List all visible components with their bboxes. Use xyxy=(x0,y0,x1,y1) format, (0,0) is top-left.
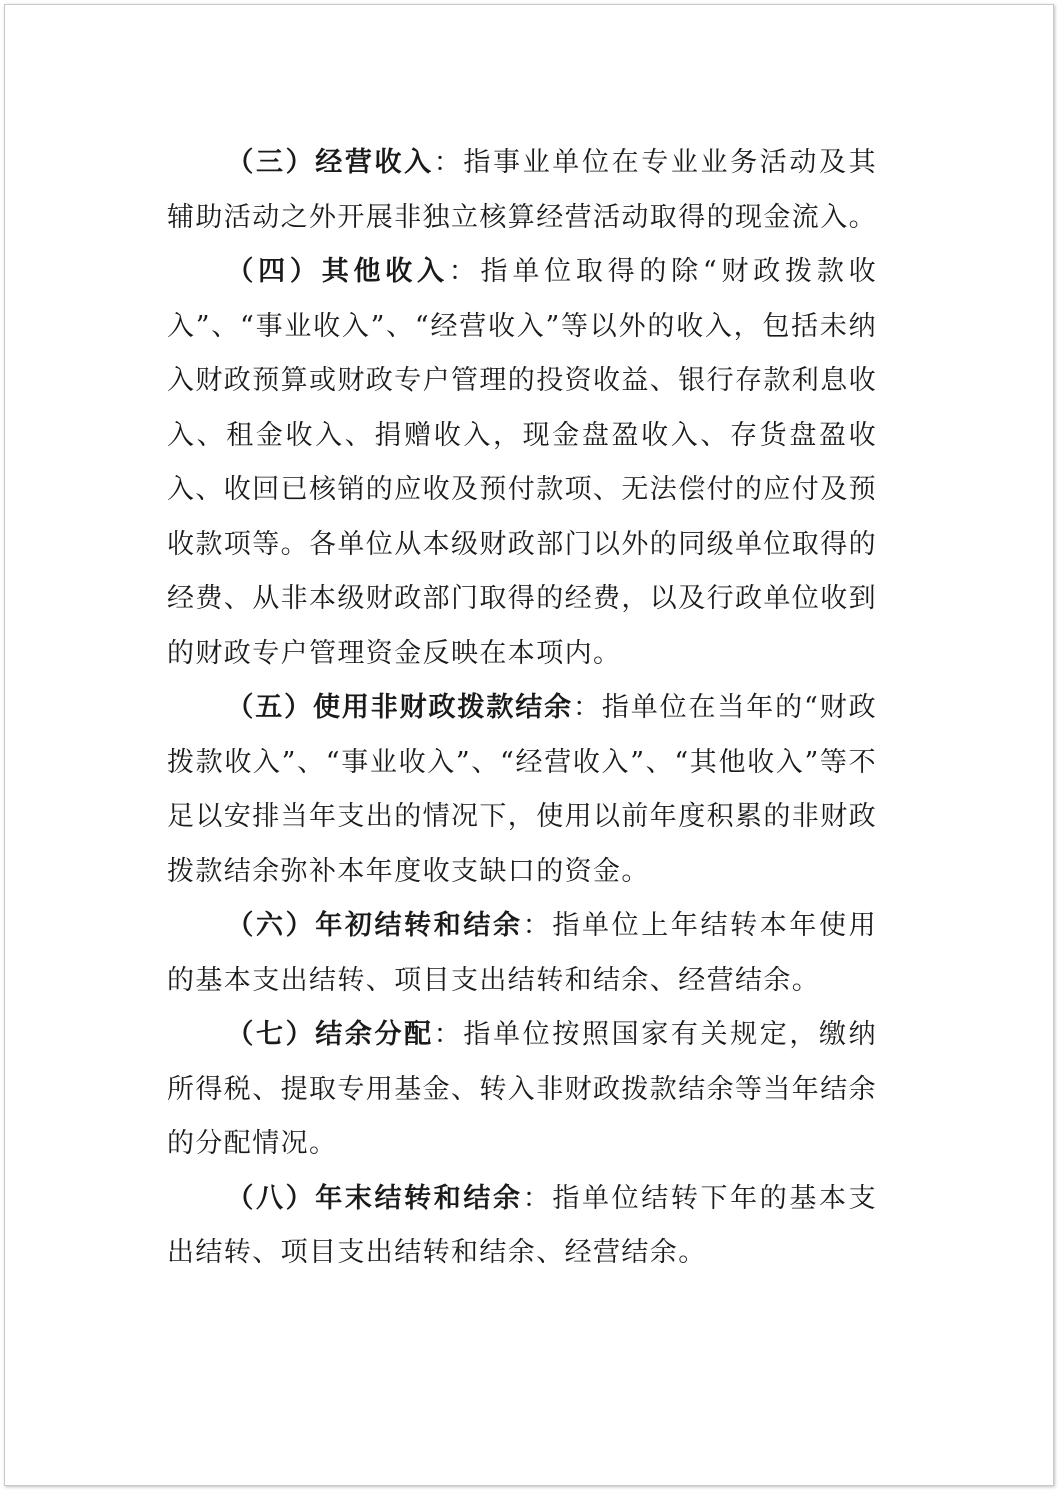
paragraph-heading: （七）结余分配 xyxy=(226,1019,434,1050)
paragraph-body: ：指单位上年结转本年使用的基本支出结转、项目支出结转和结余、经营结余。 xyxy=(167,910,877,996)
paragraph-operating-income xyxy=(167,136,877,245)
paragraph-heading: （四）其他收入 xyxy=(226,256,449,287)
paragraph-surplus-distribution xyxy=(167,1008,877,1172)
paragraph-heading: （六）年初结转和结余 xyxy=(226,910,523,941)
paragraph-heading: （五）使用非财政拨款结余 xyxy=(226,692,573,723)
paragraph-heading: （三）经营收入 xyxy=(226,147,434,178)
paragraph-heading: （八）年末结转和结余 xyxy=(226,1182,523,1214)
paragraph-non-fiscal-surplus-use xyxy=(167,681,877,899)
paragraph-closing-carryover xyxy=(167,1172,877,1281)
paragraph-body: ：指单位按照国家有关规定，缴纳所得税、提取专用基金、转入非财政拨款结余等当年结余的分配情况。 xyxy=(167,1019,877,1159)
paragraph-body: ：指单位取得的除“财政拨款收入”、“事业收入”、“经营收入”等以外的收入，包括未纳入财政预算或财政专户管理的投资收益、银行存款利息收入、租金收入、捐赠收入，现金盘盈收入、存货盘盈收入、收回已核销的应收及预付款项、无法偿付的应付及预收款项等。各单位从本级财政部门以外的同级单位取得的经费、从非本级财政部门取得的经费，以及行政单位收到的财政专户管理资金反映在本项内。 xyxy=(167,256,877,669)
document-page xyxy=(4,4,1054,1486)
paragraph-opening-carryover xyxy=(167,899,877,1008)
page-content xyxy=(167,136,877,1281)
paragraph-body: ：指单位在当年的“财政拨款收入”、“事业收入”、“经营收入”、“其他收入”等不足以安排当年支出的情况下，使用以前年度积累的非财政拨款结余弥补本年度收支缺口的资金。 xyxy=(167,692,877,887)
paragraph-body: ：指单位结转下年的基本支出结转、项目支出结转和结余、经营结余。 xyxy=(167,1182,877,1268)
paragraph-body: ：指事业单位在专业业务活动及其辅助活动之外开展非独立核算经营活动取得的现金流入。 xyxy=(167,147,877,233)
paragraph-other-income xyxy=(167,245,877,681)
